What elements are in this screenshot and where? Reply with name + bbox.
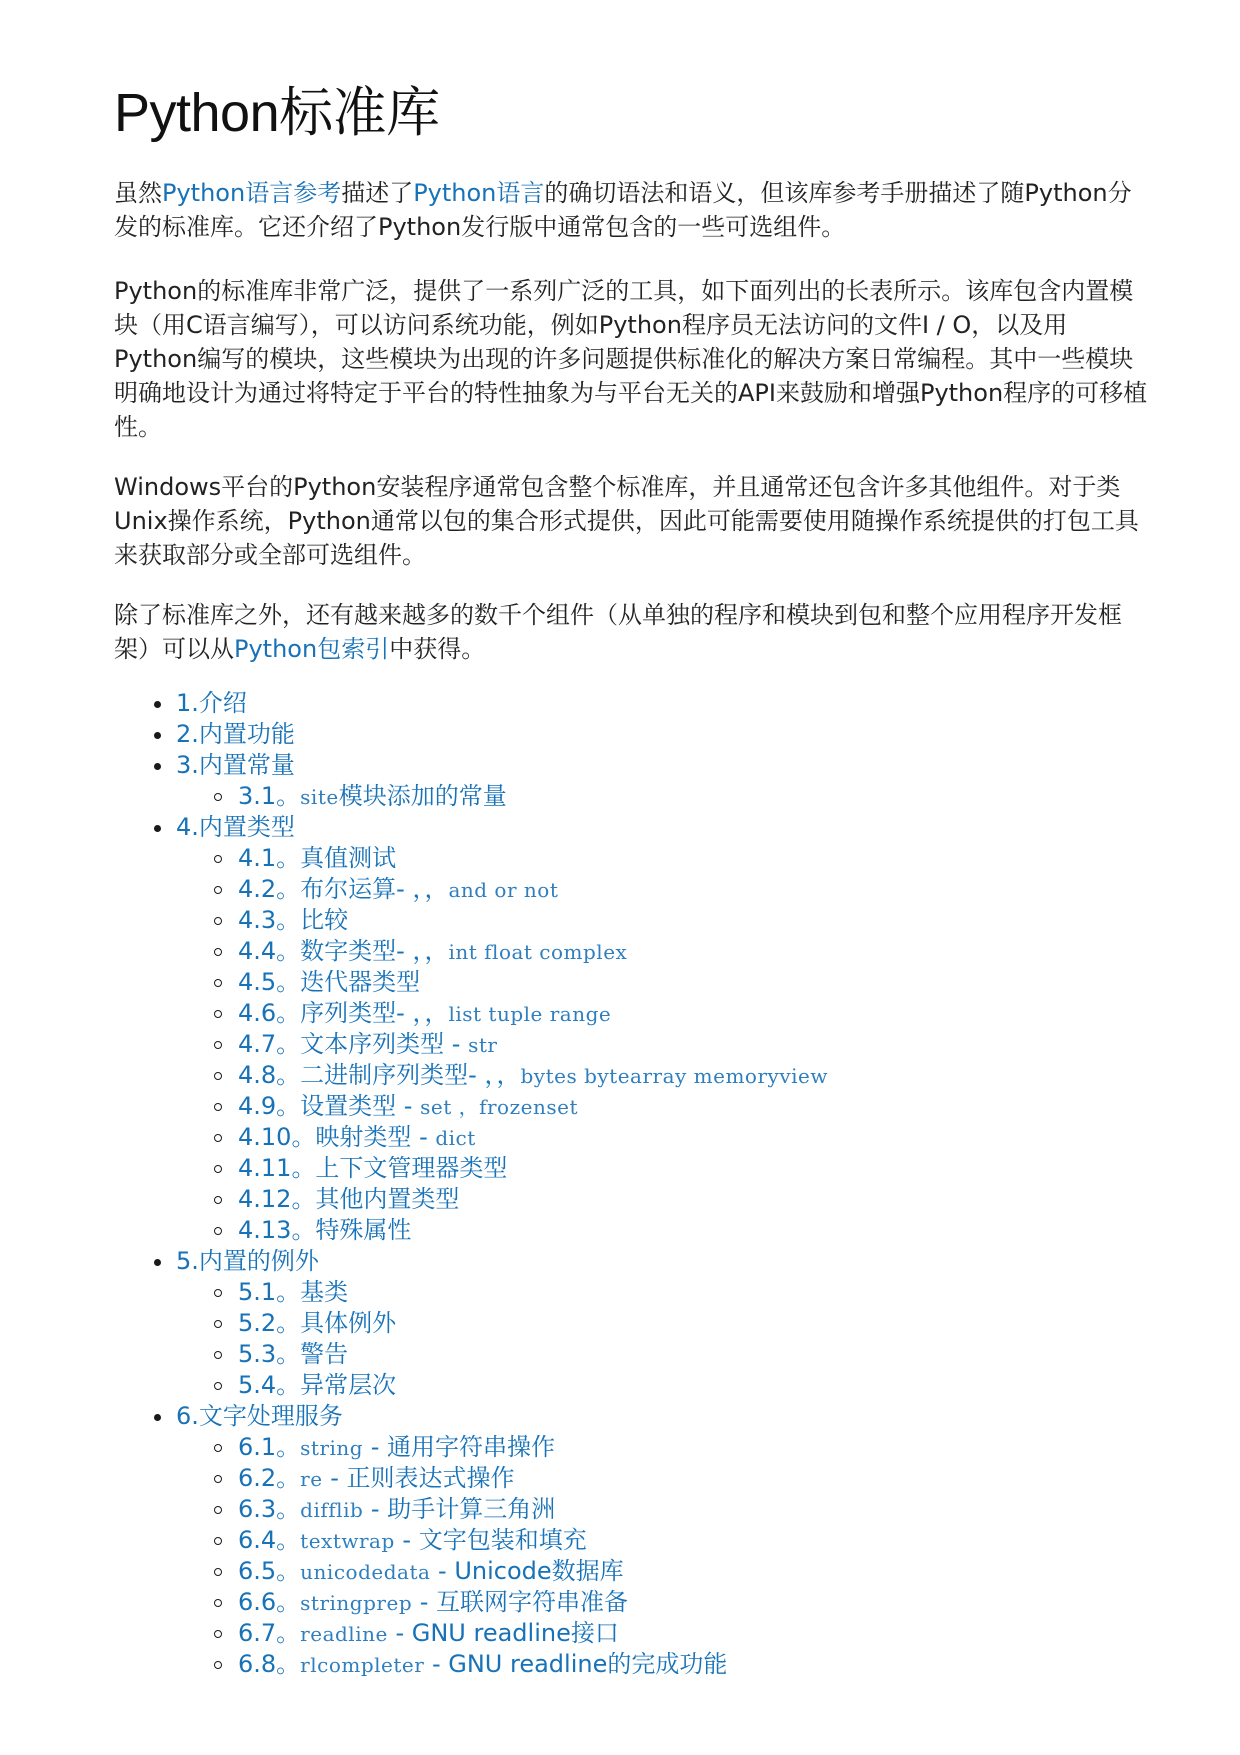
package-index-paragraph: [114, 598, 1150, 666]
circle-bullet-icon: [214, 1227, 222, 1235]
toc-subitem[interactable]: 4.11。上下文管理器类型: [238, 1153, 507, 1184]
toc-subitem[interactable]: 6.2。re - 正则表达式操作: [238, 1463, 515, 1494]
circle-bullet-icon: [214, 948, 222, 956]
circle-bullet-icon: [214, 1010, 222, 1018]
bullet-icon: [154, 1259, 161, 1266]
toc-subitem[interactable]: 4.6。序列类型- ，，list tuple range: [238, 998, 611, 1029]
bullet-icon: [154, 763, 161, 770]
circle-bullet-icon: [214, 1661, 222, 1669]
toc-subitem[interactable]: 6.8。rlcompleter - GNU readline的完成功能: [238, 1649, 727, 1680]
para1-text-2: 描述了: [341, 179, 414, 207]
circle-bullet-icon: [214, 1475, 222, 1483]
circle-bullet-icon: [214, 855, 222, 863]
circle-bullet-icon: [214, 1568, 222, 1576]
library-scope-paragraph: Python的标准库非常广泛，提供了一系列广泛的工具，如下面列出的长表所示。该库包含内置模块（用C语言编写），可以访问系统功能，例如Python程序员无法访问的文件I / O，以及用Python编写的模块，这些模块为出现的许多问题提供标准化的解决方案日常编程。其中一些模块明确地设计为通过将特定于平台的特性抽象为与平台无关的API来鼓励和增强Python程序的可移植性。: [114, 277, 1148, 441]
toc-subitem[interactable]: 4.13。特殊属性: [238, 1215, 411, 1246]
toc-subitem[interactable]: 6.3。difflib - 助手计算三角洲: [238, 1494, 555, 1525]
circle-bullet-icon: [214, 1289, 222, 1297]
toc-subitem[interactable]: 4.5。迭代器类型: [238, 967, 420, 998]
toc-subitem[interactable]: 4.10。映射类型 - dict: [238, 1122, 476, 1153]
toc-subitem[interactable]: 6.4。textwrap - 文字包装和填充: [238, 1525, 587, 1556]
toc-item[interactable]: 5.内置的例外: [176, 1246, 319, 1277]
toc-subitem[interactable]: 4.4。数字类型- ，，int float complex: [238, 936, 627, 967]
circle-bullet-icon: [214, 979, 222, 987]
circle-bullet-icon: [214, 1165, 222, 1173]
toc-item[interactable]: 3.内置常量: [176, 750, 295, 781]
circle-bullet-icon: [214, 1382, 222, 1390]
toc-item[interactable]: 6.文字处理服务: [176, 1401, 343, 1432]
package-index-link[interactable]: Python包索引: [234, 635, 390, 663]
circle-bullet-icon: [214, 1351, 222, 1359]
toc-subitem[interactable]: 4.3。比较: [238, 905, 348, 936]
bullet-icon: [154, 732, 161, 739]
toc-subitem[interactable]: 4.9。设置类型 - set ，frozenset: [238, 1091, 578, 1122]
language-reference-link[interactable]: Python语言参考: [162, 179, 342, 207]
bullet-icon: [154, 701, 161, 708]
bullet-icon: [154, 1414, 161, 1421]
toc-subitem[interactable]: 6.5。unicodedata - Unicode数据库: [238, 1556, 624, 1587]
toc-subitem[interactable]: 6.1。string - 通用字符串操作: [238, 1432, 555, 1463]
toc-subitem[interactable]: 4.8。二进制序列类型- ，，bytes bytearray memoryview: [238, 1060, 828, 1091]
circle-bullet-icon: [214, 917, 222, 925]
para4-text-2: 中获得。: [389, 635, 486, 663]
toc-item[interactable]: 1.介绍: [176, 688, 247, 719]
toc-subitem[interactable]: 5.2。具体例外: [238, 1308, 396, 1339]
circle-bullet-icon: [214, 1630, 222, 1638]
toc-subitem[interactable]: 5.3。警告: [238, 1339, 348, 1370]
circle-bullet-icon: [214, 1506, 222, 1514]
circle-bullet-icon: [214, 1041, 222, 1049]
circle-bullet-icon: [214, 1072, 222, 1080]
toc-subitem[interactable]: 4.2。布尔运算- ，，and or not: [238, 874, 558, 905]
circle-bullet-icon: [214, 793, 222, 801]
platform-paragraph: Windows平台的Python安装程序通常包含整个标准库，并且通常还包含许多其他组件。对于类Unix操作系统，Python通常以包的集合形式提供，因此可能需要使用随操作系统提供的打包工具来获取部分或全部可选组件。: [114, 473, 1139, 569]
toc-subitem[interactable]: 6.6。stringprep - 互联网字符串准备: [238, 1587, 628, 1618]
toc-item[interactable]: 2.内置功能: [176, 719, 295, 750]
toc-subitem[interactable]: 4.7。文本序列类型 - str: [238, 1029, 497, 1060]
toc-subitem[interactable]: 5.4。异常层次: [238, 1370, 396, 1401]
toc-subitem[interactable]: 6.7。readline - GNU readline接口: [238, 1618, 619, 1649]
python-language-link[interactable]: Python语言: [413, 179, 545, 207]
circle-bullet-icon: [214, 1444, 222, 1452]
para4-text-1: 除了标准库之外，还有越来越多的数千个组件（从单独的程序和模块到包和整个应用程序开发框架）可以从: [114, 601, 1122, 663]
para1-text-1: 虽然: [114, 179, 162, 207]
circle-bullet-icon: [214, 1599, 222, 1607]
toc-subitem[interactable]: 4.12。其他内置类型: [238, 1184, 459, 1215]
toc-subitem[interactable]: 3.1。site模块添加的常量: [238, 781, 507, 812]
bullet-icon: [154, 825, 161, 832]
toc-subitem[interactable]: 5.1。基类: [238, 1277, 348, 1308]
toc-subitem[interactable]: 4.1。真值测试: [238, 843, 396, 874]
toc-item[interactable]: 4.内置类型: [176, 812, 295, 843]
circle-bullet-icon: [214, 1196, 222, 1204]
circle-bullet-icon: [214, 1134, 222, 1142]
intro-paragraph: [114, 176, 1150, 244]
page-title: Python标准库: [114, 83, 440, 143]
circle-bullet-icon: [214, 1537, 222, 1545]
para1-text-3: 的确切语法和语义，但该库参考手册描述了随Python分发的标准库。它还介绍了Python发行版中通常包含的一些可选组件。: [114, 179, 1132, 241]
circle-bullet-icon: [214, 886, 222, 894]
circle-bullet-icon: [214, 1320, 222, 1328]
circle-bullet-icon: [214, 1103, 222, 1111]
